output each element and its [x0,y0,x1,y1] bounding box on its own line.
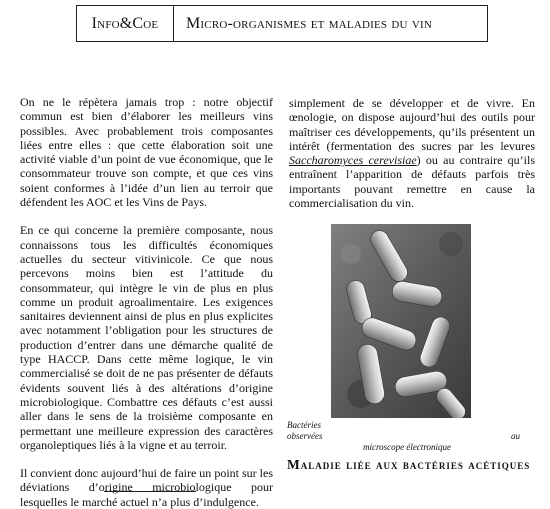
micrograph-image [331,224,471,418]
paragraph-3: Il convient donc aujourd’hui de faire un point sur les déviations d’origine microbiologique pour lesquelles le marché actuel n’a plus d’indulgence. [20,466,273,509]
header-title: Micro-organismes et maladies du vin [186,14,433,32]
caption-line-1: Bactéries [287,420,321,430]
caption-line-2: observées [287,431,323,441]
left-column [20,95,273,509]
bacteria-micrograph [331,224,471,418]
section-heading: Maladie liée aux bactéries acétiques [287,457,531,472]
header-box [76,5,488,42]
caption-line-3: microscope électronique [363,442,452,452]
right-paragraph [289,96,535,210]
right-text-after: ) ou au contraire qu’ils entraînent l’apparition de défauts parfois très importants pouvant remettre en cause la commercialisation du vin. [289,153,536,211]
footnote-rule [104,491,196,492]
paragraph-1: On ne le répètera jamais trop : notre objectif commun est bien d’élaborer les meilleurs vins possibles. Avec probablement trois composantes liées entre elles : que cette élaboration soit une activité viable d’un point de vue économique, que le consommateur trouve son compte, et que ces vins soient conformes à l’idée d’un lien au terroir que défendent les AOC et les Vins de Pays. [20,95,273,210]
right-column [289,96,535,210]
paragraph-2: En ce qui concerne la première composante, nous connaissons tous les difficultés économiques actuelles du secteur vitivinicole. Ce que nous percevons moins bien est l’attitude du consommateur, qui intègre le vin de plus en plus comme un produit agroalimentaire. Les exigences sanitaires deviennent ainsi de plus en plus explicites avec notamment l’obligation pour les structures de production d’entrer dans une démarche qualité de type HACCP. Dans cette même logique, le vin commercialisé se doit de ne pas présenter de défauts évidents souvent liés à des altérations d’origine microbiologique. Combattre ces défauts c’est aussi aller dans le sens de la troisième composante en permettant une meilleure expression des caractères organoleptiques liés à la vigne et au terroir. [20,223,273,452]
species-name: Saccharomyces cerevisiae [289,153,417,168]
right-text-before: simplement de se développer et de vivre. En œnologie, on dispose aujourd’hui des outils pour maîtriser ces développements, qu’ils présentent un intérêt (fermentation des sucres par les levures [289,96,535,153]
header-brand: Info&Coe [77,6,174,41]
caption-line-2-end: au [511,431,520,441]
